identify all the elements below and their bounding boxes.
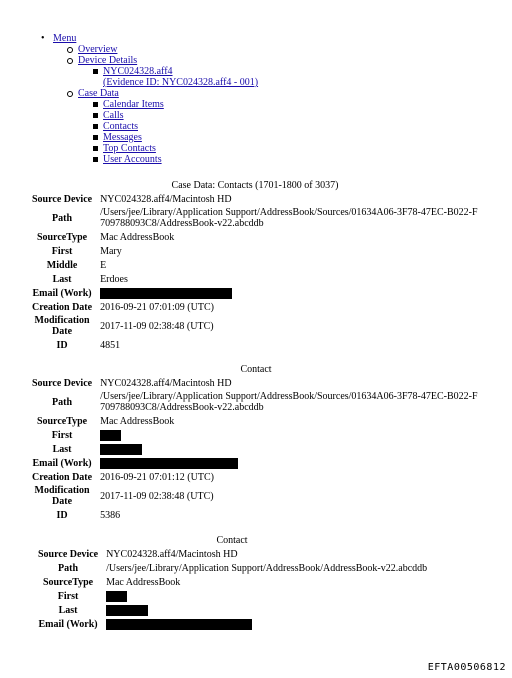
messages-link[interactable]: Messages xyxy=(103,132,142,143)
label-source-device: Source Device xyxy=(38,548,99,560)
label-source-device: Source Device xyxy=(32,193,93,205)
label-first: First xyxy=(51,429,73,441)
source-device-value: NYC024328.aff4/Macintosh HD xyxy=(106,548,238,560)
redaction-bar xyxy=(106,605,148,616)
label-path: Path xyxy=(52,212,73,224)
device-file-name: NYC024328.aff4 xyxy=(103,66,173,77)
nav-calendar-items xyxy=(103,99,258,110)
contact-record-3 xyxy=(38,547,427,631)
email-work-value xyxy=(96,286,480,300)
top-contacts-link[interactable]: Top Contacts xyxy=(103,143,156,154)
modification-date-value: 2017-11-09 02:38:48 (UTC) xyxy=(100,490,214,502)
nav-overview xyxy=(78,44,258,55)
nav-contacts xyxy=(103,121,258,132)
id-value: 5386 xyxy=(100,509,121,521)
contact-record-2 xyxy=(32,376,480,522)
middle-value: E xyxy=(100,259,107,271)
device-file-link[interactable] xyxy=(103,66,258,88)
label-id: ID xyxy=(56,509,68,521)
label-email-work: Email (Work) xyxy=(32,457,92,469)
contact-record-1 xyxy=(32,192,480,352)
case-data-link[interactable]: Case Data xyxy=(78,88,119,99)
source-type-value: Mac AddressBook xyxy=(100,231,175,243)
path-value: /Users/jee/Library/Application Support/AddressBook/Sources/01634A06-3F78-47EC-B022-F709788093C8/AddressBook-v22.abcddb xyxy=(100,207,478,229)
label-creation-date: Creation Date xyxy=(32,471,93,483)
email-work-value xyxy=(102,617,427,631)
last-value: Erdoes xyxy=(100,273,128,285)
label-middle: Middle xyxy=(46,259,78,271)
calls-link[interactable]: Calls xyxy=(103,110,124,121)
source-type-value: Mac AddressBook xyxy=(100,415,175,427)
menu-item xyxy=(53,33,258,165)
label-source-type: SourceType xyxy=(36,415,88,427)
redaction-bar xyxy=(100,430,121,441)
label-last: Last xyxy=(58,604,78,616)
label-last: Last xyxy=(52,273,72,285)
nav-messages xyxy=(103,132,258,143)
calendar-items-link[interactable]: Calendar Items xyxy=(103,99,164,110)
label-path: Path xyxy=(58,562,79,574)
label-first: First xyxy=(51,245,73,257)
device-details-link[interactable]: Device Details xyxy=(78,55,138,66)
label-modification-date: Modification Date xyxy=(34,315,90,337)
label-source-type: SourceType xyxy=(42,576,94,588)
redaction-bar xyxy=(100,444,142,455)
label-first: First xyxy=(57,590,79,602)
source-device-value: NYC024328.aff4/Macintosh HD xyxy=(100,193,232,205)
source-type-value: Mac AddressBook xyxy=(106,576,181,588)
path-value: /Users/jee/Library/Application Support/AddressBook/Sources/01634A06-3F78-47EC-B022-F709788093C8/AddressBook-v22.abcddb xyxy=(100,391,478,413)
id-value: 4851 xyxy=(100,339,121,351)
label-path: Path xyxy=(52,396,73,408)
record-caption: Case Data: Contacts (1701-1800 of 3037) xyxy=(171,180,339,191)
record-caption: Contact xyxy=(240,364,272,375)
email-work-value xyxy=(96,456,480,470)
label-last: Last xyxy=(52,443,72,455)
label-email-work: Email (Work) xyxy=(32,287,92,299)
nav-tree xyxy=(53,33,258,165)
redaction-bar xyxy=(100,288,232,299)
last-value xyxy=(96,442,480,456)
bates-number: EFTA00506812 xyxy=(427,662,506,673)
redaction-bar xyxy=(106,591,127,602)
label-creation-date: Creation Date xyxy=(32,301,93,313)
evidence-id: (Evidence ID: NYC024328.aff4 - 001) xyxy=(103,77,259,88)
nav-user-accounts xyxy=(103,154,258,165)
user-accounts-link[interactable]: User Accounts xyxy=(103,154,162,165)
record-caption: Contact xyxy=(216,535,248,546)
nav-case-data xyxy=(78,88,258,165)
first-value xyxy=(96,428,480,442)
redaction-bar xyxy=(100,458,238,469)
overview-link[interactable]: Overview xyxy=(78,44,118,55)
path-value: /Users/jee/Library/Application Support/AddressBook/AddressBook-v22.abcddb xyxy=(106,562,428,574)
first-value xyxy=(102,589,427,603)
nav-calls xyxy=(103,110,258,121)
first-value: Mary xyxy=(100,245,122,257)
label-email-work: Email (Work) xyxy=(38,618,98,630)
source-device-value: NYC024328.aff4/Macintosh HD xyxy=(100,377,232,389)
nav-top-contacts xyxy=(103,143,258,154)
contacts-link[interactable]: Contacts xyxy=(103,121,138,132)
redaction-bar xyxy=(106,619,252,630)
label-id: ID xyxy=(56,339,68,351)
label-modification-date: Modification Date xyxy=(34,485,90,507)
menu-link[interactable]: Menu xyxy=(53,33,77,44)
label-source-device: Source Device xyxy=(32,377,93,389)
nav-device-details xyxy=(78,55,258,88)
creation-date-value: 2016-09-21 07:01:12 (UTC) xyxy=(100,471,214,483)
creation-date-value: 2016-09-21 07:01:09 (UTC) xyxy=(100,301,214,313)
modification-date-value: 2017-11-09 02:38:48 (UTC) xyxy=(100,320,214,332)
last-value xyxy=(102,603,427,617)
label-source-type: SourceType xyxy=(36,231,88,243)
nav-device-file xyxy=(103,66,258,88)
